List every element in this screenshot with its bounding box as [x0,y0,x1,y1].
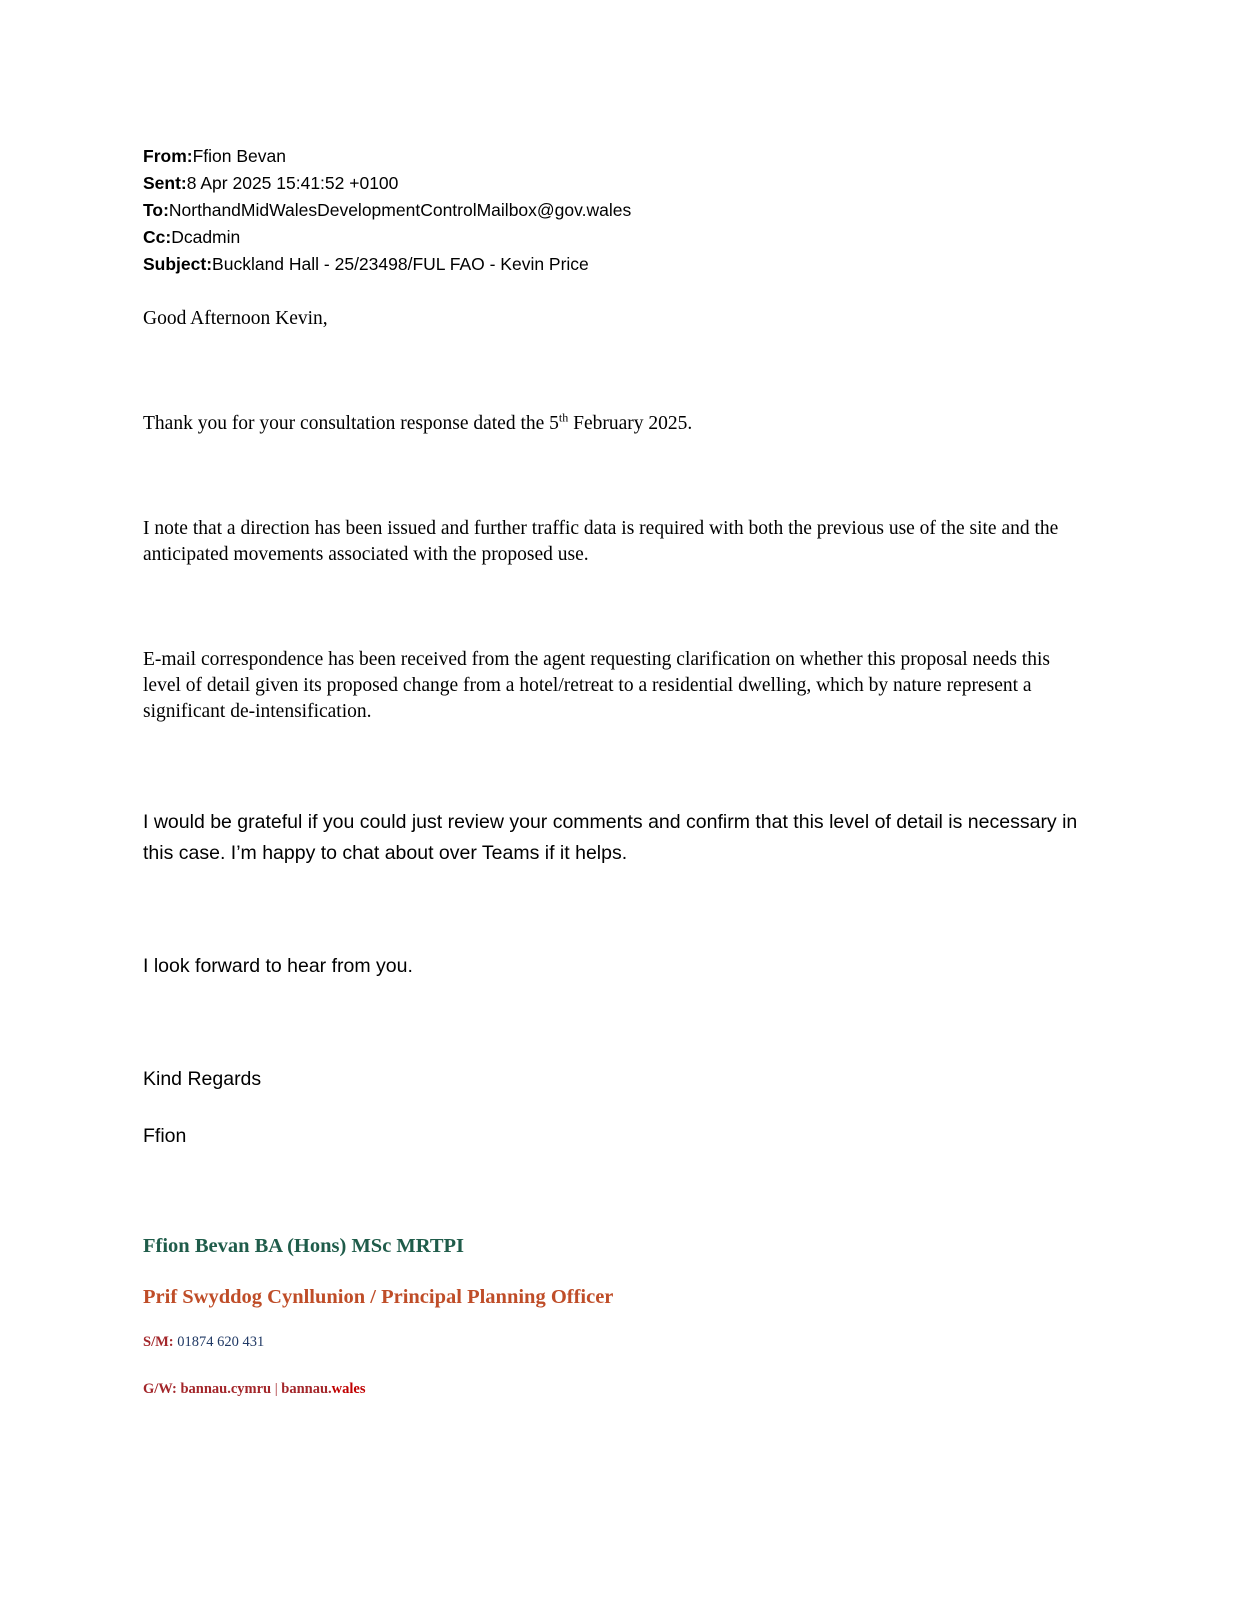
signature-block [143,1232,1088,1399]
subject-value: Buckland Hall - 25/23498/FUL FAO - Kevin Price [212,254,589,274]
cc-value: Dcadmin [171,227,241,247]
signature-web-line [143,1379,1088,1399]
header-subject [143,251,1088,278]
web-link-bannau-wales-suffix: wales [331,1381,366,1397]
ordinal-superscript: th [558,410,569,425]
greeting: Good Afternoon Kevin, [143,308,328,329]
paragraph-grateful: I would be grateful if you could just review your comments and confirm that this level of detail is necessary in this case. I’m happy to chat about over Teams if it helps. [143,811,1078,864]
header-cc [143,224,1088,251]
paragraph-look-forward: I look forward to hear from you. [143,955,413,977]
sent-label: Sent: [143,173,187,193]
web-link-bannau-wales-prefix: bannau. [281,1381,332,1397]
subject-label: Subject: [143,254,213,274]
web-label: G/W: [143,1381,177,1397]
signature-phone-line [143,1332,1088,1352]
closing: Kind Regards [143,1068,262,1090]
header-from [143,143,1088,170]
web-link-bannau-wales[interactable] [281,1381,365,1397]
phone-number: 01874 620 431 [173,1334,265,1350]
header-sent [143,170,1088,197]
from-label: From: [143,146,193,166]
to-value: NorthandMidWalesDevelopmentControlMailbox@gov.wales [168,200,632,220]
sent-value: 8 Apr 2025 15:41:52 +0100 [186,173,399,193]
header-to [143,197,1088,224]
paragraph-thanks-tail: February 2025. [568,413,693,434]
paragraph-email-correspondence: E-mail correspondence has been received from the agent requesting clarification on whether this proposal needs this level of detail given its proposed change from a hotel/retreat to a residential dwelling, which by nature represent a significant de-intensification. [143,649,1050,722]
signature-name: Ffion Bevan BA (Hons) MSc MRTPI [143,1235,465,1257]
web-link-bannau-cymru[interactable]: bannau.cymru [176,1381,272,1397]
cc-label: Cc: [143,227,172,247]
signoff: Ffion [143,1125,187,1147]
to-label: To: [143,200,169,220]
paragraph-note: I note that a direction has been issued and further traffic data is required with both the previous use of the site and the anticipated movements associated with the proposed use. [143,518,1059,565]
email-header [143,143,1088,278]
paragraph-thanks-text: Thank you for your consultation response dated the 5 [143,413,559,434]
paragraph-thanks [143,411,1088,437]
web-separator: | [271,1381,282,1397]
from-value: Ffion Bevan [192,146,286,166]
phone-label: S/M: [143,1334,174,1350]
signature-job-title: Prif Swyddog Cynllunion / Principal Planning Officer [143,1286,614,1308]
